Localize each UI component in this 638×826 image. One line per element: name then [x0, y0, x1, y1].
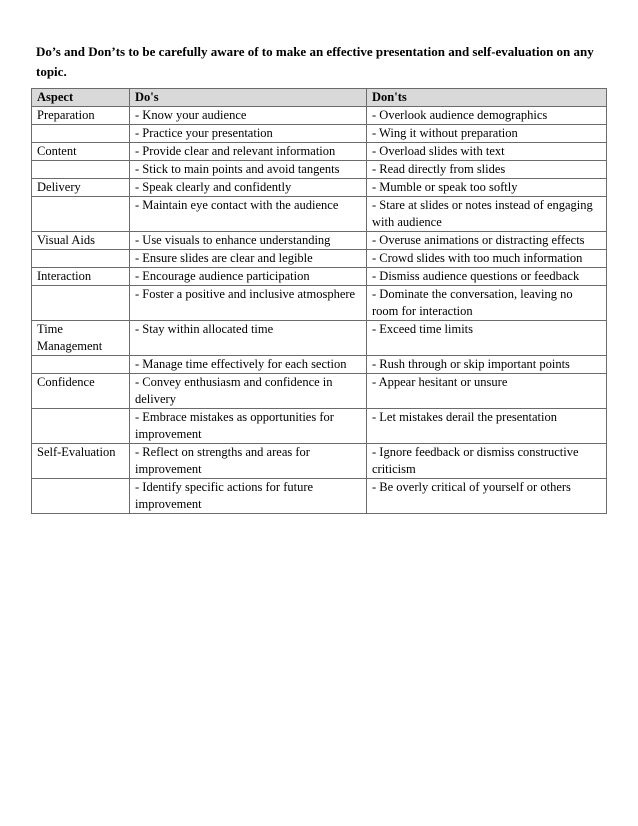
cell-aspect: Visual Aids: [32, 232, 130, 250]
cell-aspect: Delivery: [32, 179, 130, 197]
cell-aspect: [32, 125, 130, 143]
cell-do: - Encourage audience participation: [130, 268, 367, 286]
table-row: [32, 286, 607, 321]
table-row: [32, 179, 607, 197]
cell-dont: - Crowd slides with too much information: [367, 250, 607, 268]
table-row: [32, 125, 607, 143]
table-row: [32, 107, 607, 125]
cell-do: - Ensure slides are clear and legible: [130, 250, 367, 268]
cell-dont: - Be overly critical of yourself or others: [367, 479, 607, 514]
cell-do: - Provide clear and relevant information: [130, 143, 367, 161]
cell-aspect: [32, 409, 130, 444]
table-row: [32, 409, 607, 444]
cell-aspect: Self-Evaluation: [32, 444, 130, 479]
cell-dont: - Stare at slides or notes instead of engaging with audience: [367, 197, 607, 232]
cell-do: - Foster a positive and inclusive atmosphere: [130, 286, 367, 321]
cell-aspect: [32, 197, 130, 232]
cell-aspect: Preparation: [32, 107, 130, 125]
cell-do: - Manage time effectively for each section: [130, 356, 367, 374]
cell-dont: - Ignore feedback or dismiss constructive criticism: [367, 444, 607, 479]
cell-aspect: [32, 479, 130, 514]
cell-dont: - Read directly from slides: [367, 161, 607, 179]
cell-dont: - Exceed time limits: [367, 321, 607, 356]
header-dos: Do's: [130, 89, 367, 107]
cell-do: - Practice your presentation: [130, 125, 367, 143]
cell-do: - Reflect on strengths and areas for improvement: [130, 444, 367, 479]
cell-aspect: Content: [32, 143, 130, 161]
table-row: [32, 321, 607, 356]
cell-aspect: [32, 286, 130, 321]
cell-aspect: [32, 356, 130, 374]
cell-aspect: [32, 250, 130, 268]
cell-dont: - Overload slides with text: [367, 143, 607, 161]
cell-dont: - Appear hesitant or unsure: [367, 374, 607, 409]
cell-do: - Use visuals to enhance understanding: [130, 232, 367, 250]
cell-aspect: Confidence: [32, 374, 130, 409]
cell-aspect: Time Management: [32, 321, 130, 356]
cell-dont: - Rush through or skip important points: [367, 356, 607, 374]
cell-aspect: [32, 161, 130, 179]
cell-dont: - Let mistakes derail the presentation: [367, 409, 607, 444]
cell-dont: - Mumble or speak too softly: [367, 179, 607, 197]
table-row: [32, 356, 607, 374]
cell-do: - Convey enthusiasm and confidence in delivery: [130, 374, 367, 409]
cell-do: - Stick to main points and avoid tangents: [130, 161, 367, 179]
table-row: [32, 374, 607, 409]
table-row: [32, 161, 607, 179]
cell-do: - Know your audience: [130, 107, 367, 125]
cell-dont: - Dismiss audience questions or feedback: [367, 268, 607, 286]
cell-dont: - Overlook audience demographics: [367, 107, 607, 125]
table-row: [32, 250, 607, 268]
table-row: [32, 232, 607, 250]
cell-do: - Embrace mistakes as opportunities for improvement: [130, 409, 367, 444]
table-row: [32, 268, 607, 286]
table-header-row: [32, 89, 607, 107]
table-row: [32, 143, 607, 161]
cell-do: - Stay within allocated time: [130, 321, 367, 356]
document-title: Do’s and Don’ts to be carefully aware of to make an effective presentation and self-evaluation on any topic.: [36, 44, 594, 79]
cell-dont: - Overuse animations or distracting effects: [367, 232, 607, 250]
header-aspect: Aspect: [32, 89, 130, 107]
dos-donts-table: [31, 88, 607, 514]
table-row: [32, 197, 607, 232]
table-row: [32, 444, 607, 479]
header-donts: Don'ts: [367, 89, 607, 107]
cell-do: - Speak clearly and confidently: [130, 179, 367, 197]
cell-dont: - Wing it without preparation: [367, 125, 607, 143]
table-row: [32, 479, 607, 514]
cell-do: - Identify specific actions for future improvement: [130, 479, 367, 514]
cell-dont: - Dominate the conversation, leaving no room for interaction: [367, 286, 607, 321]
cell-aspect: Interaction: [32, 268, 130, 286]
cell-do: - Maintain eye contact with the audience: [130, 197, 367, 232]
